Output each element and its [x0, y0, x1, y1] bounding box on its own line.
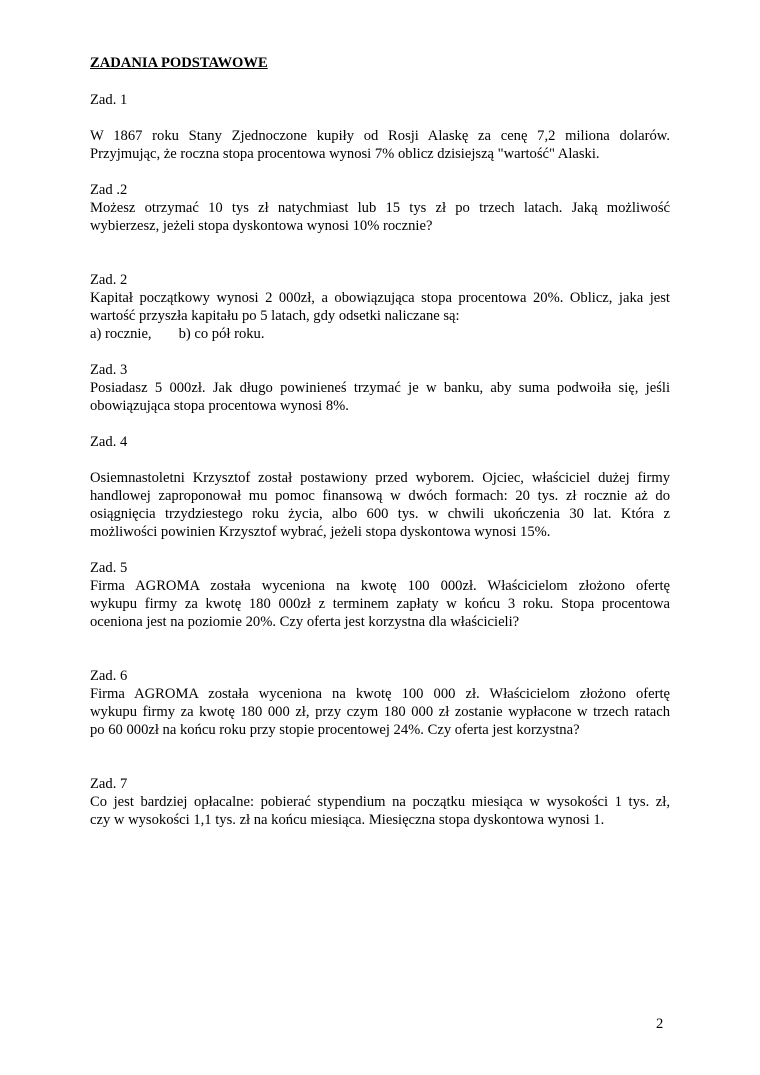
- task-text-line: osiągnięcia trzydziestego roku życia, albo 600 tys. w chwili ukończenia 30 lat. Która z: [90, 506, 670, 522]
- task-text: [90, 199, 670, 235]
- task-text: [90, 793, 670, 829]
- task-text-line: Możesz otrzymać 10 tys zł natychmiast lub 15 tys zł po trzech latach. Jaką możliwość: [90, 200, 670, 216]
- task-label: Zad. 2: [90, 272, 128, 288]
- task-1: [90, 91, 670, 163]
- task-text-line: czy w wysokości 1,1 tys. zł na końcu miesiąca. Miesięczna stopa dyskontowa wynosi 1.: [90, 812, 605, 828]
- task-label: Zad. 1: [90, 92, 128, 108]
- task-5: [90, 559, 670, 631]
- task-2: [90, 271, 670, 343]
- task-text-line: po 60 000zł na końcu roku przy stopie procentowej 24%. Czy oferta jest korzystna?: [90, 722, 580, 738]
- task-7: [90, 775, 670, 829]
- task-text: [90, 577, 670, 631]
- task-text: [90, 469, 670, 541]
- task-text-line: możliwości powinien Krzysztof wybrać, jeżeli stopa dyskontowa wynosi 15%.: [90, 524, 551, 540]
- page-number: 2: [656, 1016, 664, 1032]
- task-2a: [90, 181, 670, 235]
- task-text-line: handlowej zaproponował mu pomoc finansową w dwóch formach: 20 tys. zł rocznie aż do: [90, 488, 670, 504]
- task-text-line: Firma AGROMA została wyceniona na kwotę 100 000 zł. Właścicielom złożono ofertę: [90, 686, 670, 702]
- task-label: Zad. 6: [90, 668, 128, 684]
- task-text: [90, 289, 670, 325]
- task-text-line: Co jest bardziej opłacalne: pobierać stypendium na początku miesiąca w wysokości 1 tys. zł,: [90, 794, 670, 810]
- task-text-line: oceniona jest na poziomie 20%. Czy oferta jest korzystna dla właścicieli?: [90, 614, 520, 630]
- task-text-line: Osiemnastoletni Krzysztof został postawiony przed wyborem. Ojciec, właściciel dużej firmy: [90, 470, 670, 486]
- task-text: [90, 379, 670, 415]
- task-6: [90, 667, 670, 739]
- task-4: [90, 433, 670, 541]
- task-text-line: Firma AGROMA została wyceniona na kwotę 100 000zł. Właścicielom złożono ofertę: [90, 578, 670, 594]
- page-title: ZADANIA PODSTAWOWE: [90, 55, 268, 71]
- task-text: [90, 127, 670, 163]
- task-options: [90, 325, 670, 343]
- task-text-line: obowiązująca stopa procentowa wynosi 8%.: [90, 398, 349, 414]
- task-3: [90, 361, 670, 415]
- task-text-line: wykupu firmy za kwotę 180 000 zł, przy czym 180 000 zł zostanie wypłacone w trzech ratach: [90, 704, 670, 720]
- task-text-line: Posiadasz 5 000zł. Jak długo powinieneś trzymać je w banku, aby suma podwoiła się, jeśli: [90, 380, 670, 396]
- option-b: b) co pół roku.: [178, 326, 265, 342]
- option-a: a) rocznie,: [90, 326, 152, 342]
- task-label: Zad .2: [90, 182, 128, 198]
- task-label: Zad. 7: [90, 776, 128, 792]
- task-label: Zad. 5: [90, 560, 128, 576]
- document-page: [90, 54, 670, 829]
- task-text: [90, 685, 670, 739]
- task-text-line: Kapitał początkowy wynosi 2 000zł, a obowiązująca stopa procentowa 20%. Oblicz, jaka jest: [90, 290, 670, 306]
- task-label: Zad. 3: [90, 362, 128, 378]
- task-text-line: W 1867 roku Stany Zjednoczone kupiły od Rosji Alaskę za cenę 7,2 miliona dolarów.: [90, 128, 670, 144]
- task-text-line: wykupu firmy za kwotę 180 000zł z terminem zapłaty w końcu 3 roku. Stopa procentowa: [90, 596, 670, 612]
- task-text-line: Przyjmując, że roczna stopa procentowa wynosi 7% oblicz dzisiejszą "wartość" Alaski.: [90, 146, 600, 162]
- task-text-line: wybierzesz, jeżeli stopa dyskontowa wynosi 10% rocznie?: [90, 218, 433, 234]
- task-label: Zad. 4: [90, 434, 128, 450]
- task-text-line: wartość przyszła kapitału po 5 latach, gdy odsetki naliczane są:: [90, 308, 460, 324]
